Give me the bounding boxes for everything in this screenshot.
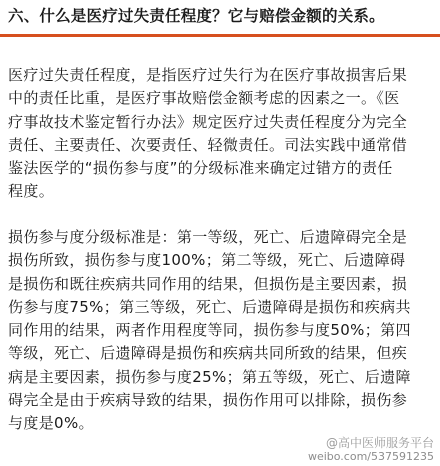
watermark-url: weibo.com/537591235: [307, 450, 434, 463]
text-line: 疗事故技术鉴定暂行办法》规定医疗过失责任程度分为完全: [8, 112, 408, 131]
text-line: 病是主要因素，损伤参与度25%；第五等级，死亡、后遗障: [8, 367, 411, 386]
text-line: 医疗过失责任程度，是指医疗过失行为在医疗事故损害后果: [8, 66, 408, 84]
text-line: 损伤参与度分级标准是：第一等级，死亡、后遗障碍完全是: [8, 228, 408, 246]
text-line: 是损伤和既往疾病共同作用的结果，但损伤是主要因素，损: [8, 274, 408, 293]
text-line: 损伤所致，损伤参与度100%；第二等级，死亡、后遗障碍: [8, 251, 406, 270]
text-line: 与度是0%。: [8, 414, 94, 433]
weibo-watermark: [308, 436, 434, 464]
text-line: 鉴法医学的“损伤参与度”的分级标准来确定过错方的责任: [8, 159, 393, 178]
watermark-handle: @高中医师服务平台: [325, 436, 434, 450]
text-line: 程度。: [8, 182, 55, 201]
text-line: 伤参与度75%；第三等级，死亡、后遗障碍是损伤和疾病共: [8, 297, 411, 316]
text-line: 等级，死亡、后遗障碍是损伤和疾病共同所致的结果，但疾: [8, 344, 408, 363]
section-title: 六、什么是医疗过失责任程度？它与赔偿金额的关系。: [8, 7, 385, 25]
text-line: 同作用的结果，两者作用程度等同，损伤参与度50%；第四: [8, 321, 411, 340]
title-divider: [0, 34, 440, 37]
text-line: 中的责任比重，是医疗事故赔偿金额考虑的因素之一。《医: [8, 89, 400, 108]
paragraph-grading-standard: [8, 226, 436, 436]
text-line: 碍完全是由于疾病导致的结果，损伤作用可以排除，损伤参: [8, 391, 408, 410]
paragraph-definition: [8, 64, 436, 204]
text-line: 责任、主要责任、次要责任、轻微责任。司法实践中通常借: [8, 135, 408, 154]
